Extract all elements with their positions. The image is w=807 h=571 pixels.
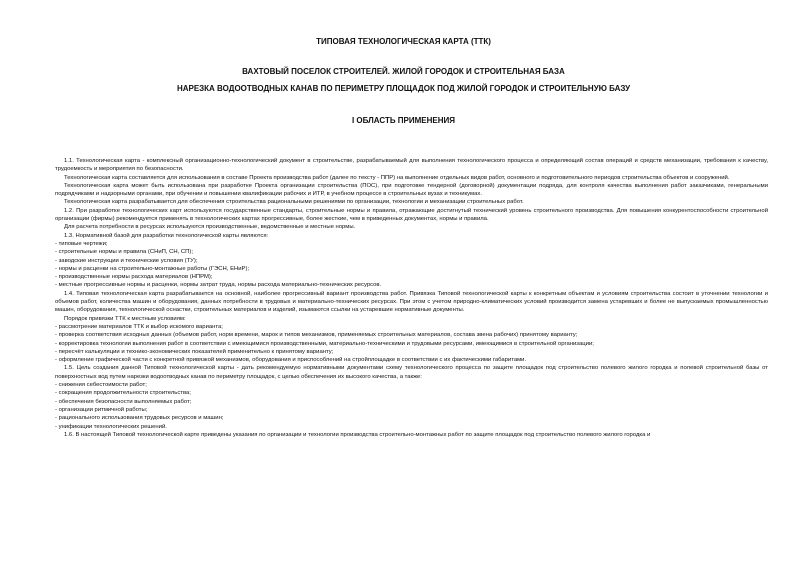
paragraph-1-5: 1.5. Цель создания данной Типовой технологической карты - дать рекомендуемую нормативными документами схему технологического процесса по защите площадок под строительство полевого жилого городка и полевой строительной базы от поверхностных вод путем нарезки водоотводных канав по периметру площадок, с целью обеспечения их высокого качества, а также:	[55, 365, 768, 380]
list-item: - нормы и расценки на строительно-монтажные работы (ГЭСН, ЕНиР);	[55, 265, 250, 272]
paragraph-1-3: 1.3. Нормативной базой для разработки технологической карты являются:	[64, 232, 269, 239]
paragraph-1-1: 1.1. Технологическая карта - комплексный организационно-технологический документ в строительстве, разрабатываемый для выполнения технологического процесса и определяющий состав операций и средств механизации, требования к качеству, трудоемкость и мероприятия по безопасности.	[55, 158, 768, 173]
document-subtitle: ВАХТОВЫЙ ПОСЕЛОК СТРОИТЕЛЕЙ. ЖИЛОЙ ГОРОДОК И СТРОИТЕЛЬНАЯ БАЗА	[242, 67, 565, 76]
list-item: - местные прогрессивные нормы и расценки, нормы затрат труда, нормы расхода материально-технических ресурсов.	[55, 282, 382, 289]
paragraph: Технологическая карта может быть использована при разработке Проекта организации строительства (ПОС), при подготовке тендерной (договорной) документации подряда, для контроля качества выполнения работ заказчиками, генеральными подрядчиками и надзорными органами, при обучении и повышении квалификации рабочих и ИТР, в учебном процессе в строительных вузах и техникумах.	[55, 182, 768, 198]
section-heading: I ОБЛАСТЬ ПРИМЕНЕНИЯ	[351, 116, 456, 125]
list-item: - строительные нормы и правила (СНиП, СН, СП);	[55, 249, 194, 256]
list-item: - снижения себестоимости работ;	[55, 382, 147, 389]
list-item: - сокращения продолжительности строительства;	[55, 390, 191, 397]
document-title: ТИПОВАЯ ТЕХНОЛОГИЧЕСКАЯ КАРТА (ТТК)	[316, 37, 491, 46]
list-item: - унификации технологических решений.	[55, 423, 167, 430]
document-body	[55, 157, 768, 439]
list-item: - проверка соответствия исходных данных (объемов работ, норм времени, марок и типов механизмов, применяемых строительных материалов, состава звена рабочих) принятому варианту;	[55, 332, 578, 339]
list-item: - обеспечения безопасности выполняемых работ;	[55, 398, 192, 405]
list-item: - пересчёт калькуляции и технико-экономических показателей применительно к принятому варианту;	[55, 348, 334, 355]
list-item: - рационального использования трудовых ресурсов и машин;	[55, 415, 224, 422]
list-item: - заводские инструкции и технические условия (ТУ);	[55, 257, 198, 264]
list-item: - типовые чертежи;	[55, 240, 108, 247]
paragraph-1-4: 1.4. Типовая технологическая карта разрабатывается на основной, наиболее прогрессивный вариант производства работ. Привязка Типовой технологической карты к конкретным объектам и условиям строительства состоит в уточнении технологии и объемов работ, количества машин и оборудования, данных потребности в трудовых и материально-технических ресурсах. При этом с учетом природно-климатических условий производится замена устаревших и более не выпускаемых промышленностью машин, оборудования, технологической оснастки, строительных материалов и изделий, изымаются ссылки на устаревшие нормативные документы.	[55, 290, 768, 314]
list-item: - рассмотрение материалов ТТК и выбор искомого варианта;	[55, 323, 223, 330]
list-item: - оформление графической части с конкретной привязкой механизмов, оборудования и приспособлений на стройплощадке в соответствии с их фактическими габаритами.	[55, 357, 527, 364]
list-item: - организации ритмичной работы;	[55, 406, 148, 413]
paragraph: Порядок привязки ТТК к местным условиям:	[64, 315, 186, 322]
paragraph-1-2: 1.2. При разработке технологических карт используются государственные стандарты, строительные нормы и правила, отражающие достигнутый технический уровень строительного производства. Для повышения конкурентоспособности строительной организации (фирмы) рекомендуется применять в технологических картах прогрессивные, более жесткие, чем в приведенных документах, нормы и правила.	[55, 207, 768, 223]
list-item: - корректировка технологии выполнения работ в соответствии с имеющимися производственными, материально-техническими и трудовыми ресурсами, имеющимися в строительной организации;	[55, 340, 594, 347]
paragraph: Для расчета потребности в ресурсах используются производственные, ведомственные и местные нормы.	[64, 224, 356, 231]
paragraph: Технологическая карта составляется для использования в составе Проекта производства работ (далее по тексту - ППР) на выполнение отдельных видов работ, основного и подготовительного периодов строительства объектов и сооружений.	[64, 174, 730, 181]
paragraph-1-6: 1.6. В настоящей Типовой технологической карте приведены указания по организации и технологии производства строительно-монтажных работ по защите площадок под строительство полевого жилого городка и	[64, 431, 651, 438]
document-subtitle-2: НАРЕЗКА ВОДООТВОДНЫХ КАНАВ ПО ПЕРИМЕТРУ ПЛОЩАДОК ПОД ЖИЛОЙ ГОРОДОК И СТРОИТЕЛЬНУЮ БАЗУ	[176, 84, 631, 93]
list-item: - производственные нормы расхода материалов (НПРМ);	[55, 274, 213, 281]
paragraph: Технологическая карта разрабатывается для обеспечения строительства рациональными решениями по организации, технологии и механизации строительных работ.	[64, 199, 524, 206]
